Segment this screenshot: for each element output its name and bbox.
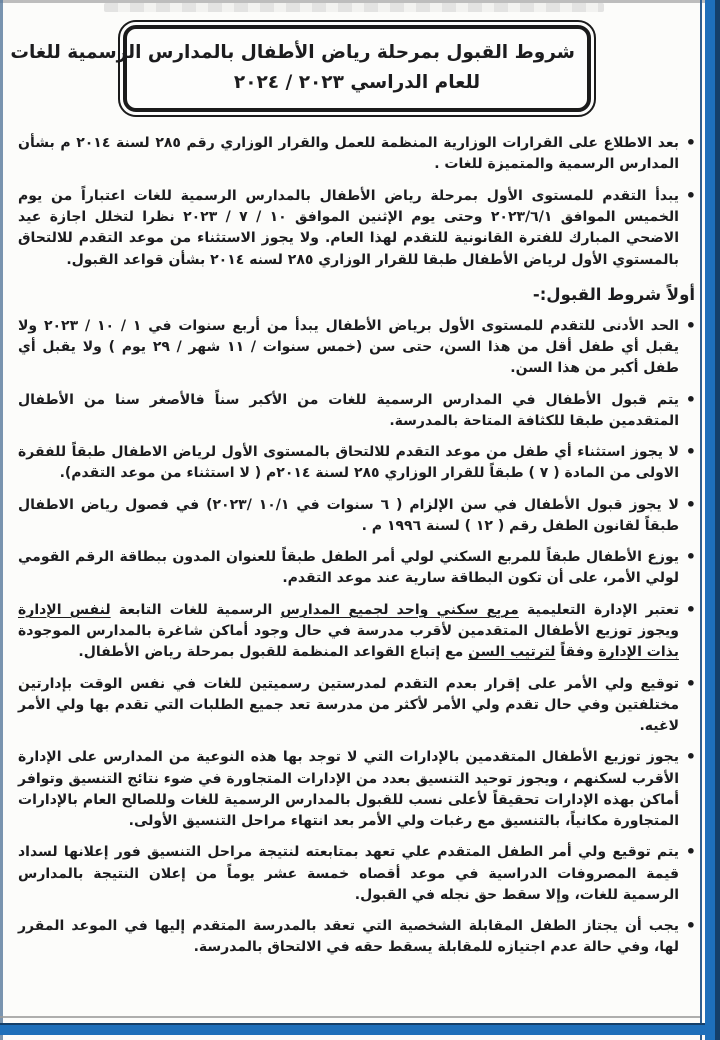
bullet-text-segment: مربع سكني واحد لجميع المدارس [280,601,519,618]
bullet-text-segment: بعد الاطلاع على القرارات الوزارية المنظمة للعمل والقرار الوزاري رقم ٢٨٥ لسنة ٢٠١٤ م بشأن المدارس الرسمية والمتميزة للغات . [18,135,679,173]
document-title-line2: للعام الدراسي ٢٠٢٣ / ٢٠٢٤ [233,71,481,93]
intro-bullet-list [18,133,696,271]
bullet-text-segment: لا يجوز قبول الأطفال في سن الإلزام ( ٦ سنوات في ١٠/١ /٢٠٢٣) في فصول رياض الاطفال طبقاً لقانون الطفل رقم ( ١٢ ) لسنة ١٩٩٦ م . [18,496,679,534]
bullet-text-segment: يوزع الأطفال طبقاً للمربع السكني لولي أمر الطفل طبقاً للعنوان المدون ببطاقة الرقم القومي لولي الأمر، على أن تكون البطاقة سارية عند موعد التقدم. [18,549,679,587]
bullet-item [18,600,696,664]
bullet-item [18,495,696,538]
bullet-text-segment: توقيع ولي الأمر على إقرار بعدم التقدم لمدرستين رسميتين للغات في نفس الوقت بإدارتين مختلفتين وفي حال تقدم ولي الأمر لأكثر من مدرسة تعد جميع الطلبات التي تقدم بها ولي الأمر لاغيه. [18,675,679,735]
bullet-text-segment: وفقاً [555,644,599,661]
bullet-item [18,547,696,590]
bullet-item [18,316,696,380]
bullet-item [18,390,696,433]
bullet-item [18,747,696,832]
scan-edge-bottom-gray-line [0,1016,700,1018]
bullet-item [18,186,696,271]
bullet-item [18,133,696,176]
bullet-text-segment: تعتبر الإدارة التعليمية [518,601,679,618]
document-title-box [10,20,596,117]
bullet-text-segment: الرسمية للغات التابعة [110,601,281,618]
document-title-line1: شروط القبول بمرحلة رياض الأطفال بالمدارس الرسمية للغات [10,42,575,63]
bullet-text-segment: لنفس الإدارة [18,601,111,618]
document-title-box-inner [10,25,591,112]
bullet-text-segment: مع إتباع القواعد المنظمة للقبول بمرحلة رياض الأطفال. [78,644,469,661]
bullet-text-segment: بذات الإدارة [598,644,679,661]
bullet-item [18,442,696,485]
bullet-text-segment: لترتيب السن [468,644,556,661]
bullet-text-segment: يتم قبول الأطفال في المدارس الرسمية للغات من الأكبر سناً فالأصغر سنا من الأطفال المتقدمين طبقا للكثافة المتاحة بالمدرسة. [18,391,679,429]
bullet-text-segment: ويجوز توزيع الأطفال المتقدمين لأقرب مدرسة في حال وجود أماكن شاغرة بالمدارس الموجودة [18,622,679,639]
bullet-item [18,842,696,906]
bullet-text-segment: لا يجوز استثناء أي طفل من موعد التقدم للالتحاق بالمستوى الأول لرياض الاطفال طبقاً للفقرة الاولى من المادة ( ٧ ) طبقاً للقرار الوزاري ٢٨٥ لسنة ٢٠١٤م ( لا استثناء من موعد التقدم). [18,444,679,482]
bullet-text-segment: يجوز توزيع الأطفال المتقدمين بالإدارات التي لا توجد بها هذه النوعية من المدارس على الإدارة الأقرب لسكنهم ، ويجوز توحيد التنسيق بعدد من الإدارات المتجاورة في ضوء نتائج التنسيق وتوافر أماكن بهذه الإدارات تحقيقاً لأعلى نسب للقبول بالمدارس الرسمية للغات وللصالح العام بالإدارات المتجاورة مكانياً، بالتنسيق مع رغبات ولي الأمر بعد انتهاء مراحل التنسيق الأولى. [18,749,679,830]
bullet-item [18,916,696,959]
bullet-item [18,674,696,738]
bullet-text-segment: يبدأ التقدم للمستوى الأول بمرحلة رياض الأطفال بالمدارس الرسمية للغات اعتباراً من يوم الخميس الموافق ٢٠٢٣/٦/١ وحتى يوم الإثنين الموافق ١٠ / ٧ / ٢٠٢٣ نظرا لتخلل اجازة عيد الاضحي المبارك للفترة القانونية للتقدم لهذا العام. ولا يجوز الاستثناء من موعد التقدم للالتحاق بالمستوي الأول لرياض الأطفال طبقا للقرار الوزاري ٢٨٥ لسنه ٢٠١٤ بشأن قواعد القبول. [18,187,679,268]
bullet-text-segment: الحد الأدنى للتقدم للمستوى الأول برياض الأطفال يبدأ من أربع سنوات في ١ / ١٠ / ٢٠٢٣ ولا يقبل أي طفل أقل من هذا السن، حتى سن (خمس سنوات / ١١ شهر / ٢٩ يوم ) ولا يقبل أي طفل أكبر من هذا السن. [18,317,679,377]
section-heading-admission-conditions: أولاً شروط القبول:- [532,284,695,304]
bullet-text-segment: يتم توقيع ولي أمر الطفل المتقدم علي تعهد بمتابعته لنتيجة مراحل التنسيق فور إعلانها لسداد قيمة المصروفات الدراسية في موعد أقصاه خمسة عشر يوماً من إعلان النتيجة بالمدارس الرسمية للغات، وإلا سقط حق نجله في القبول. [18,844,679,903]
scan-edge-bottom-blue-band [0,1023,705,1035]
bullet-text-segment: يجب أن يجتاز الطفل المقابلة الشخصية التي تعقد بالمدرسة المتقدم إليها في الموعد المقرر لها، وفي حالة عدم اجتيازه للمقابلة يسقط حقه في الالتحاق بالمدرسة. [18,918,679,956]
admission-conditions-bullet-list [18,316,696,959]
